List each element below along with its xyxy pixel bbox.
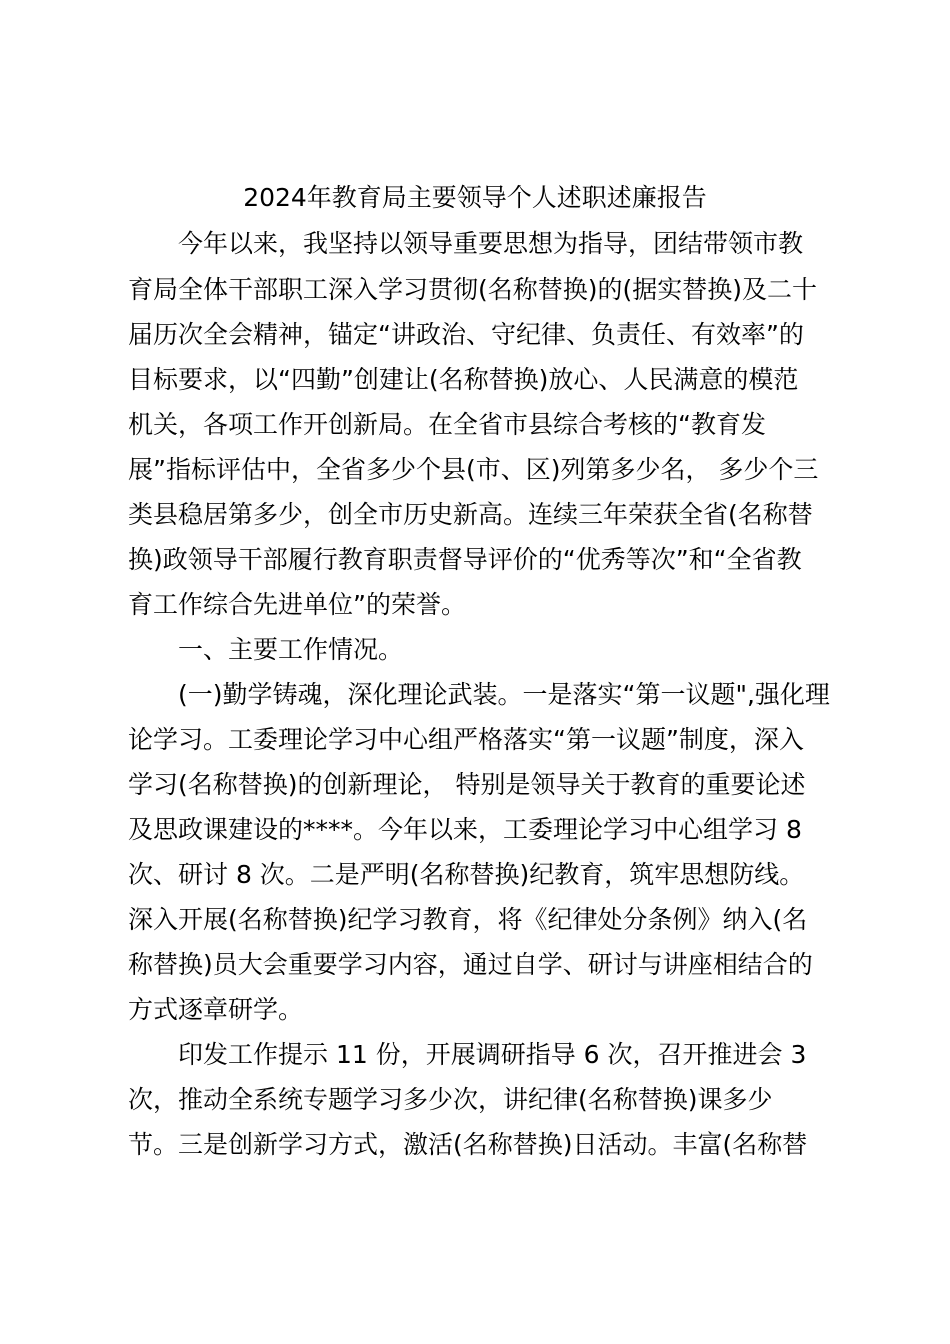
text-line: 目标要求，以“四勤”创建让(名称替换)放心、人民满意的模范 bbox=[128, 365, 799, 394]
section-heading: 一、主要工作情况。 bbox=[178, 635, 404, 664]
text-line: 类县稳居第多少，创全市历史新高。连续三年荣获全省(名称替 bbox=[128, 500, 813, 529]
text-line: 届历次全会精神，锚定“讲政治、守纪律、负责任、有效率”的 bbox=[128, 320, 804, 349]
text-line: 展”指标评估中，全省多少个县(市、区)列第多少名， 多少个三 bbox=[128, 455, 819, 484]
document-title: 2024年教育局主要领导个人述职述廉报告 bbox=[243, 183, 707, 212]
text-line: 论学习。工委理论学习中心组严格落实“第一议题”制度，深入 bbox=[128, 725, 804, 754]
text-line: 次，推动全系统专题学习多少次，讲纪律(名称替换)课多少 bbox=[128, 1085, 773, 1114]
text-line: 育局全体干部职工深入学习贯彻(名称替换)的(据实替换)及二十 bbox=[128, 275, 818, 304]
text-line: 学习(名称替换)的创新理论， 特别是领导关于教育的重要论述 bbox=[128, 770, 806, 799]
text-line: 机关，各项工作开创新局。在全省市县综合考核的“教育发 bbox=[128, 410, 766, 439]
text-line: 及思政课建设的****。今年以来，工委理论学习中心组学习 8 bbox=[128, 815, 802, 844]
text-line: 方式逐章研学。 bbox=[128, 995, 304, 1024]
text-line: 育工作综合先进单位”的荣誉。 bbox=[128, 590, 466, 619]
text-line: 换)政领导干部履行教育职责督导评价的“优秀等次”和“全省教 bbox=[128, 545, 802, 574]
text-line: 今年以来，我坚持以领导重要思想为指导，团结带领市教 bbox=[178, 229, 804, 258]
text-line: 深入开展(名称替换)纪学习教育，将《纪律处分条例》纳入(名 bbox=[128, 905, 808, 934]
text-line: 节。三是创新学习方式，激活(名称替换)日活动。丰富(名称替 bbox=[128, 1130, 808, 1159]
text-line: 印发工作提示 11 份，开展调研指导 6 次，召开推进会 3 bbox=[178, 1040, 807, 1069]
text-line: 称替换)员大会重要学习内容，通过自学、研讨与讲座相结合的 bbox=[128, 950, 813, 979]
text-line: 次、研讨 8 次。二是严明(名称替换)纪教育，筑牢思想防线。 bbox=[128, 860, 805, 889]
text-line: (一)勤学铸魂，深化理论武装。一是落实“第一议题",强化理 bbox=[178, 680, 830, 709]
